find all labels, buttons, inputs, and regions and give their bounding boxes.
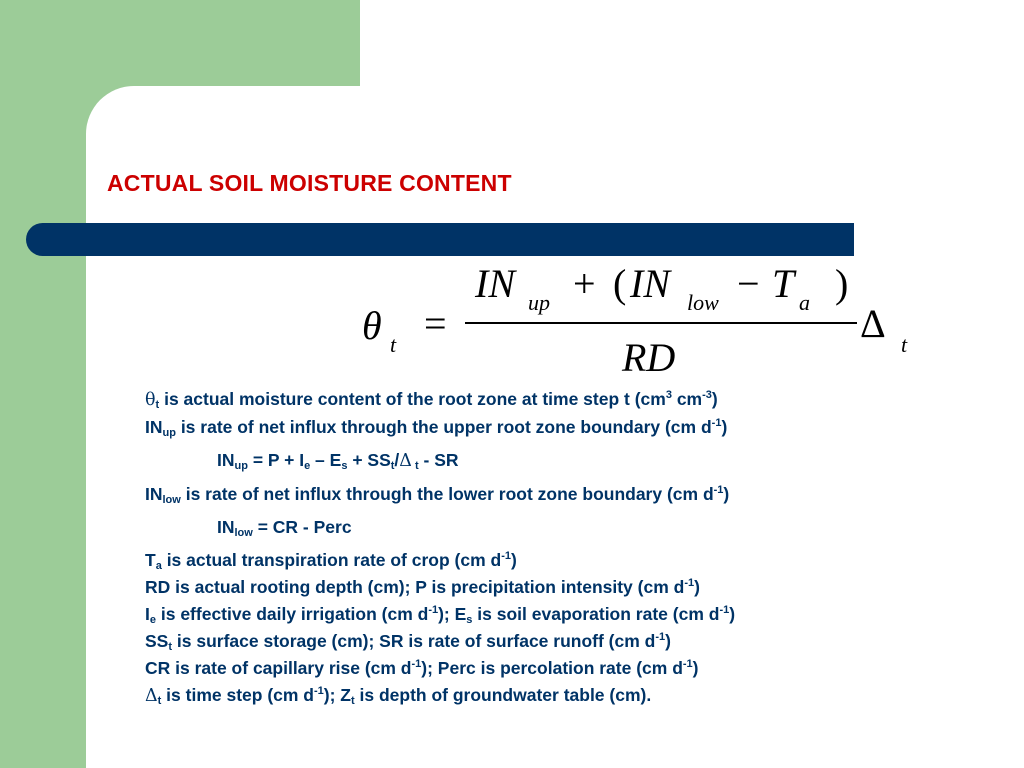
eq-theta: θ — [362, 303, 382, 348]
sub: s — [341, 460, 348, 472]
def-theta — [145, 386, 1005, 414]
text: ); Z — [323, 685, 351, 705]
text: ) — [729, 604, 736, 624]
text: is time step (cm d — [161, 685, 314, 705]
text: cm — [671, 389, 703, 409]
eq-open-paren: ( — [613, 261, 627, 306]
sub: a — [155, 560, 162, 572]
text: SS — [145, 631, 169, 651]
eq-in-up: IN — [475, 261, 515, 306]
eq-low-sub: low — [687, 290, 719, 315]
sup: -1 — [655, 631, 666, 643]
text: - SR — [418, 450, 459, 470]
def-rd — [145, 574, 1005, 601]
text: RD is actual rooting depth (cm); P is precipitation intensity (cm d — [145, 577, 685, 597]
sub: up — [162, 427, 176, 439]
text: ); E — [438, 604, 467, 624]
fraction-line — [465, 322, 857, 324]
text: ) — [721, 417, 728, 437]
def-delta-zt — [145, 682, 1005, 710]
sub: low — [162, 494, 181, 506]
text: IN — [145, 417, 163, 437]
sup: -1 — [682, 658, 693, 670]
def-cr-perc — [145, 655, 1005, 682]
sub: e — [304, 460, 311, 472]
theta-symbol: θ — [145, 390, 156, 410]
text: / — [394, 450, 400, 470]
formula-in-low — [145, 514, 1005, 541]
sup: -1 — [719, 604, 730, 616]
text: = P + I — [247, 450, 305, 470]
text: ) — [723, 484, 730, 504]
sup: -1 — [428, 604, 439, 616]
eq-delta-sub: t — [901, 332, 908, 357]
sub: t — [155, 399, 160, 411]
eq-a-sub: a — [799, 290, 810, 315]
text: ); Perc is percolation rate (cm d — [421, 658, 683, 678]
text: is soil evaporation rate (cm d — [472, 604, 720, 624]
sup: -1 — [713, 484, 724, 496]
text: IN — [217, 450, 235, 470]
text: is actual transpiration rate of crop (cm d — [161, 550, 502, 570]
eq-minus: − — [737, 261, 760, 306]
text: is depth of groundwater table (cm). — [354, 685, 652, 705]
sub: t — [390, 460, 395, 472]
text: ) — [665, 631, 671, 651]
sup: 3 — [665, 389, 672, 401]
sup: -1 — [501, 550, 511, 562]
sub: up — [234, 460, 248, 472]
text: is actual moisture content of the root zone at time step t (cm — [159, 389, 666, 409]
sup: -1 — [314, 685, 324, 697]
variable-definitions — [145, 386, 1005, 710]
sup: -1 — [411, 658, 422, 670]
text: CR is rate of capillary rise (cm d — [145, 658, 412, 678]
text: ) — [711, 389, 718, 409]
eq-up-sub: up — [528, 290, 550, 315]
text: IN — [217, 517, 235, 537]
eq-in-low: IN — [630, 261, 670, 306]
text: + SS — [347, 450, 391, 470]
slide-title: ACTUAL SOIL MOISTURE CONTENT — [107, 170, 512, 196]
def-ta — [145, 547, 1005, 574]
text: – E — [310, 450, 342, 470]
sub: t — [351, 695, 355, 707]
sup: -1 — [711, 417, 722, 429]
text: is effective daily irrigation (cm d — [156, 604, 429, 624]
delta-symbol: Δ — [145, 686, 158, 706]
sub: e — [149, 614, 156, 626]
text: T — [145, 550, 156, 570]
text: = CR - Perc — [252, 517, 352, 537]
sub: low — [234, 527, 253, 539]
delta-symbol: Δ — [399, 451, 412, 471]
text: ) — [511, 550, 517, 570]
text: IN — [145, 484, 163, 504]
sub: s — [466, 614, 473, 626]
formula-in-up — [145, 447, 1005, 475]
def-in-up — [145, 414, 1005, 441]
title-underline-bar — [26, 223, 854, 256]
def-in-low — [145, 481, 1005, 508]
sub: t — [411, 460, 419, 472]
text: I — [145, 604, 150, 624]
text: is rate of net influx through the lower root zone boundary (cm d — [180, 484, 714, 504]
eq-plus: + — [573, 261, 596, 306]
text: ) — [692, 658, 699, 678]
moisture-equation — [340, 262, 940, 382]
eq-RD: RD — [622, 335, 676, 380]
text: is surface storage (cm); SR is rate of surface runoff (cm d — [172, 631, 656, 651]
eq-delta: Δ — [860, 301, 886, 346]
eq-equals: = — [424, 301, 447, 346]
sup: -1 — [684, 577, 695, 589]
text: is rate of net influx through the upper root zone boundary (cm d — [175, 417, 712, 437]
text: ) — [694, 577, 700, 597]
eq-close-paren: ) — [835, 261, 849, 306]
eq-theta-sub: t — [390, 332, 397, 357]
eq-T: T — [772, 261, 795, 306]
def-ss-sr — [145, 628, 1005, 655]
sub: t — [168, 641, 173, 653]
sub: t — [157, 695, 162, 707]
sup: -3 — [702, 389, 712, 401]
def-ie-es — [145, 601, 1005, 628]
